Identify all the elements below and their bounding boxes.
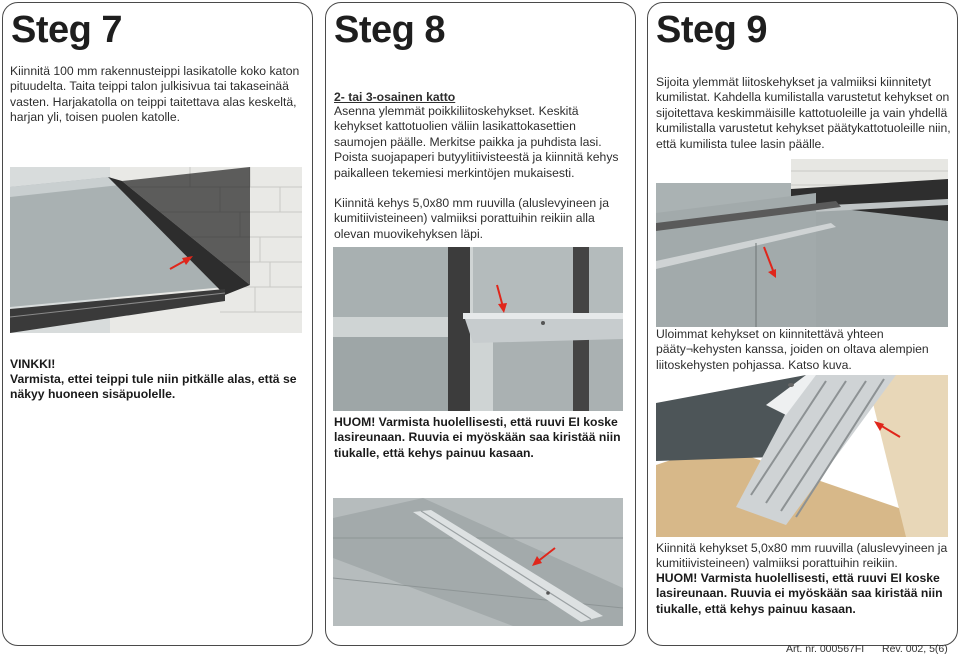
step-9-photo-1b	[656, 183, 948, 327]
step-7-panel	[2, 2, 313, 646]
step-9-title: Steg 9	[656, 9, 768, 51]
step-8-text-2: Kiinnitä kehys 5,0x80 mm ruuvilla (aluslevyineen ja kumitiivisteineen) valmiiksi porattuihin reikiin alla olevan muovikehyksen läpi.	[334, 196, 610, 241]
revision: Rev. 002, 5(6)	[882, 643, 948, 655]
step-7-tip-label: VINKKI!	[10, 357, 56, 371]
step-8-photo-1	[333, 247, 623, 411]
step-7-text: Kiinnitä 100 mm rakennusteippi lasikatolle koko katon pituudelta. Taita teippi talon julkisivua tai takaseinää vasten. Harjakatolla on teippi taitettava alas keskeltä, harjan yli, toisen puolen katolle.	[10, 64, 300, 125]
step-9-text-3: Kiinnitä kehykset 5,0x80 mm ruuvilla (aluslevyineen ja kumitiivisteineen) valmiiksi porattuihin reikiin.	[656, 541, 948, 571]
step-8-panel	[325, 2, 636, 646]
step-7-title: Steg 7	[11, 9, 123, 51]
step-7-photo	[10, 167, 302, 333]
step-8-title: Steg 8	[334, 9, 446, 51]
step-9-warning: HUOM! Varmista huolellisesti, että ruuvi EI koske lasireunaan. Ruuvia ei myöskään saa kiristää niin tiukalle, että kehys painuu kasaan.	[656, 571, 943, 616]
step-9-text-1: Sijoita ylemmät liitoskehykset ja valmiiksi kiinnitetyt kumilistat. Kahdella kumilistalla varustetut kehykset on sijoitettava keskimmäisille kattotuoleille ja vain yhdellä kumilistalla varustetut kehykset päätykattotuoleille niin, että kumilista tulee lasin päälle.	[656, 75, 951, 151]
step-8-text-1: Asenna ylemmät poikkiliitoskehykset. Keskitä kehykset kattotuolien väliin lasikattokasettien saumojen päälle. Merkitse paikka ja puhdista lasi. Poista suojapaperi butyylitiivisteestä ja kiinnitä kehys paikalleen tekemiesi merkintöjen mukaisesti.	[334, 104, 619, 180]
step-7-tip-text: Varmista, ettei teippi tule niin pitkälle alas, että se näkyy huoneen sisäpuolelle.	[10, 372, 297, 402]
step-9-text-2: Uloimmat kehykset on kiinnitettävä yhteen pääty¬kehysten kanssa, joiden on oltava alempien liitoskehysten pohjassa. Katso kuva.	[656, 327, 929, 372]
step-9-photo-2	[656, 375, 948, 537]
article-number: Art. nr. 000567FI	[786, 643, 865, 655]
step-8-warning: HUOM! Varmista huolellisesti, että ruuvi EI koske lasireunaan. Ruuvia ei myöskään saa kiristää niin tiukalle, että kehys painuu kasaan.	[334, 415, 621, 460]
step-8-heading: 2- tai 3-osainen katto	[334, 90, 456, 104]
step-9-panel	[647, 2, 958, 646]
step-8-photo-2	[333, 498, 623, 626]
